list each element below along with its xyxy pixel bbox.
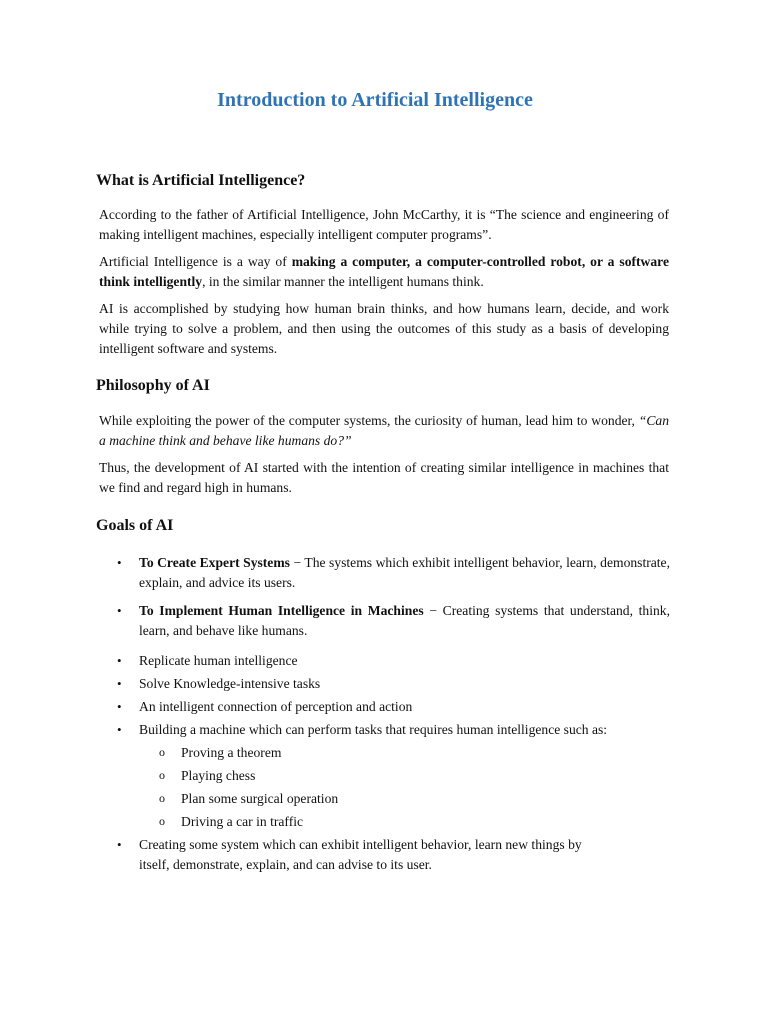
list-item [0, 553, 670, 593]
paragraph-mccarthy-definition: According to the father of Artificial Intelligence, John McCarthy, it is “The science and engineering of making intelligent machines, especially intelligent computer programs”. [99, 207, 669, 242]
sub-list-item: o Plan some surgical operation [139, 789, 670, 809]
paragraph-ai-way-bold: making a computer, a computer-controlled robot, or a software think intelligently [99, 254, 669, 289]
heading-philosophy-of-ai: Philosophy of AI [96, 377, 210, 394]
list-item: • An intelligent connection of perception and action [0, 697, 670, 717]
goal-expert-systems-title: To Create Expert Systems [139, 555, 290, 570]
goal-expert-systems-text: − The systems which exhibit intelligent behavior, learn, demonstrate, explain, and advice its users. [139, 555, 670, 590]
sub-list-item: o Playing chess [139, 766, 670, 786]
paragraph-philosophy-wonder [99, 411, 669, 451]
goal-human-intelligence-title: To Implement Human Intelligence in Machines [139, 603, 424, 618]
sub-list-item: o Proving a theorem [139, 743, 670, 763]
list-item: • Solve Knowledge-intensive tasks [0, 674, 670, 694]
list-item [0, 601, 670, 641]
list-item: • Creating some system which can exhibit intelligent behavior, learn new things by itself, demonstrate, explain, and can advise to its user. [0, 835, 670, 875]
paragraph-philosophy-quote: “Can a machine think and behave like humans do?” [99, 413, 669, 448]
heading-goals-of-ai: Goals of AI [96, 517, 174, 534]
sub-list-item: o Driving a car in traffic [139, 812, 670, 832]
document-title: Introduction to Artificial Intelligence [217, 89, 533, 111]
list-item [0, 720, 670, 832]
paragraph-philosophy-development: Thus, the development of AI started with the intention of creating similar intelligence in machines that we find and regard high in humans. [99, 460, 669, 495]
list-item: • Replicate human intelligence [0, 651, 670, 671]
goal-human-intelligence-text: − Creating systems that understand, think, learn, and behave like humans. [139, 603, 670, 638]
paragraph-philosophy-pre: While exploiting the power of the computer systems, the curiosity of human, lead him to wonder, [99, 413, 639, 428]
goals-list [0, 553, 670, 878]
heading-what-is-ai: What is Artificial Intelligence? [96, 172, 306, 189]
paragraph-ai-accomplished: AI is accomplished by studying how human brain thinks, and how humans learn, decide, and work while trying to solve a problem, and then using the outcomes of this study as a basis of developing intelligent software and systems. [99, 301, 669, 356]
paragraph-ai-way-pre: Artificial Intelligence is a way of [99, 254, 292, 269]
paragraph-ai-way-post: , in the similar manner the intelligent humans think. [202, 274, 484, 289]
goal-building-machine-text: Building a machine which can perform tasks that requires human intelligence such as: [139, 722, 608, 737]
sub-list [139, 743, 670, 832]
paragraph-ai-way [99, 252, 669, 292]
